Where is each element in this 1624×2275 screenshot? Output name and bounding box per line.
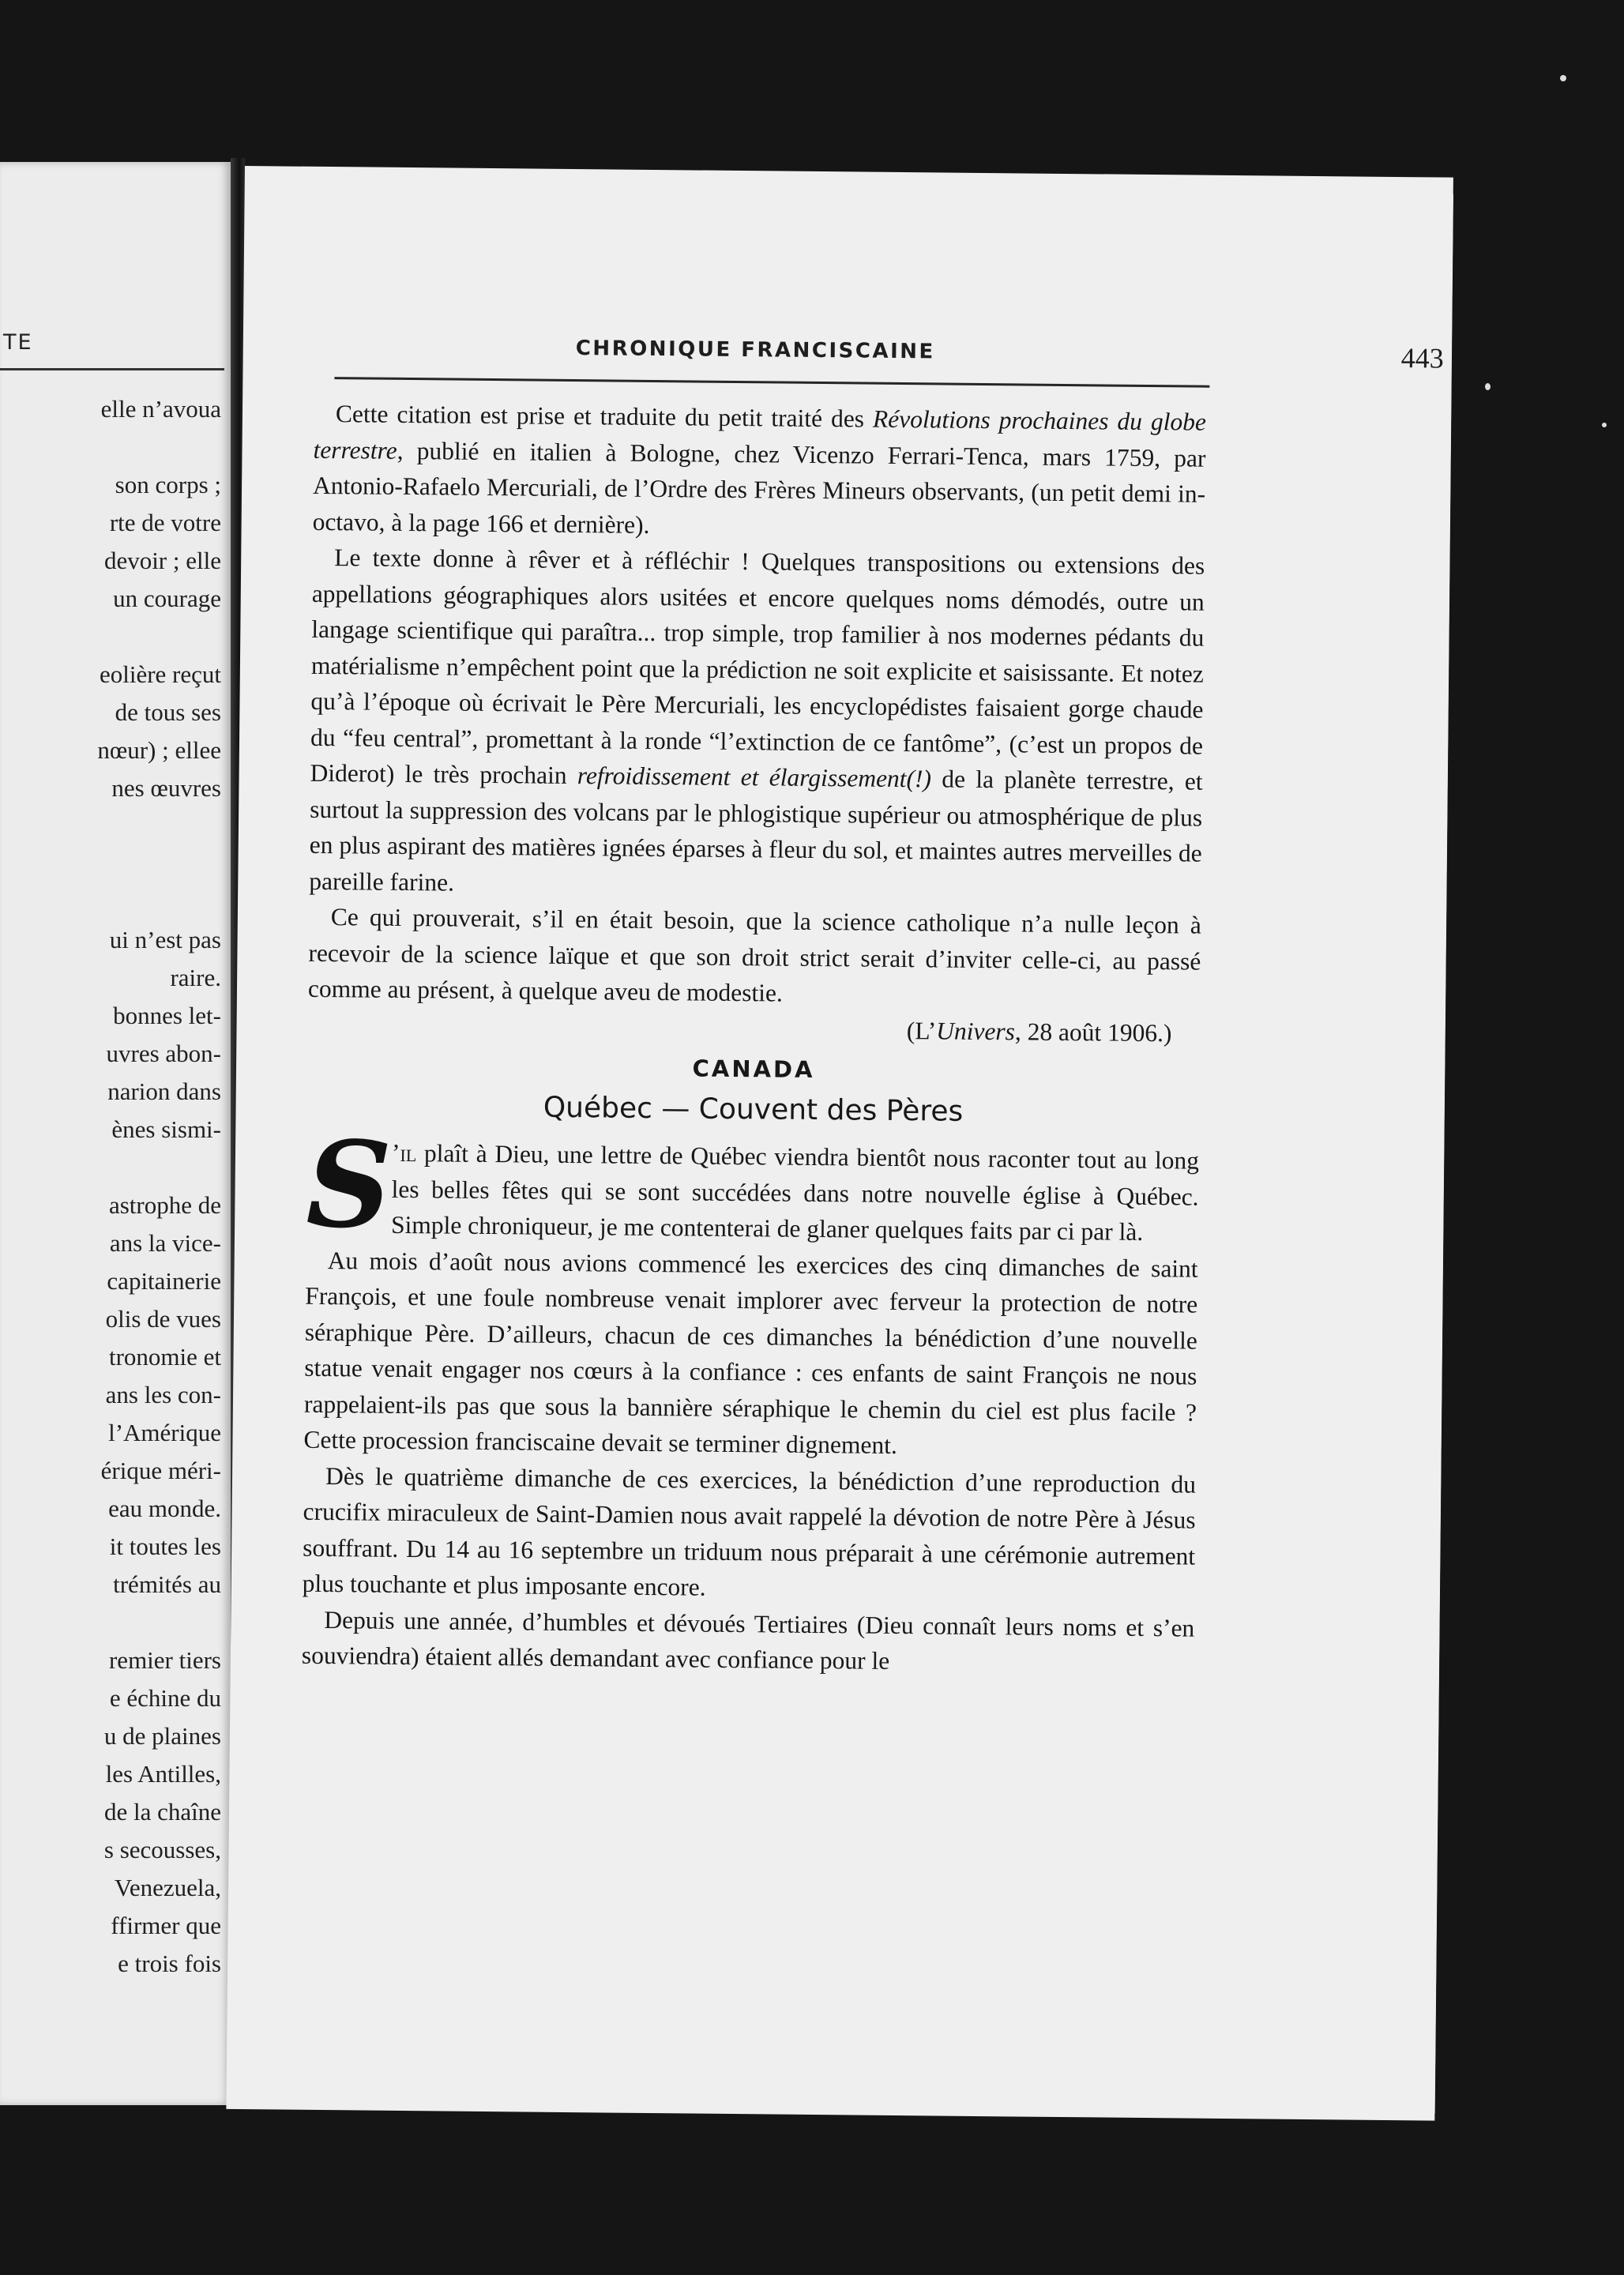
left-text-line: les Antilles, — [105, 1760, 221, 1788]
left-text-line: ènes sismi- — [111, 1115, 221, 1143]
left-running-head-fragment: TE — [3, 330, 33, 355]
left-text-line: de la chaîne — [103, 1798, 221, 1826]
left-text-line: eolière reçut — [99, 660, 221, 688]
section-title: CANADA — [692, 1055, 815, 1083]
left-text-line: ui n’est pas — [109, 926, 221, 953]
left-text-line: devoir ; elle — [103, 547, 221, 574]
left-text-line: u de plaines — [103, 1722, 221, 1750]
paragraph-conclusion: Ce qui prouverait, s’il en était besoin, que la science catholique n’a nulle leçon à recevoir de la science laïque et que son droit strict serait d’inviter celle-ci, au passé comme au présent, à quelque aveu de modestie. — [307, 903, 1201, 1007]
source-citation: (L’Univers, 28 août 1906.) — [906, 1016, 1172, 1047]
left-text-line: olis de vues — [105, 1305, 221, 1333]
left-text-line: Venezuela, — [114, 1874, 221, 1901]
left-text-line: it toutes les — [109, 1532, 221, 1560]
left-text-line: uvres abon- — [106, 1040, 221, 1067]
drop-cap: S — [305, 1115, 393, 1255]
dust-speck — [1560, 75, 1566, 81]
page-header — [334, 325, 1444, 382]
left-text-line: de tous ses — [115, 698, 221, 726]
paragraph-citation: Cette citation est prise et traduite du petit traité des Révolutions prochaines du globe terrestre, publié en italien à Bologne, chez Vicenzo Ferrari-Tenca, mars 1759, par Antonio-Rafaelo Mercuriali, de l’Ordre des Frères Mineurs observants, (un petit demi in-octavo, à la page 166 et dernière). — [312, 400, 1207, 539]
left-text-line: narion dans — [107, 1077, 221, 1105]
left-text-line: remier tiers — [108, 1646, 221, 1674]
running-head: CHRONIQUE FRANCISCAINE — [575, 337, 935, 364]
left-text-line: raire. — [170, 964, 221, 991]
left-text-line: érique méri- — [100, 1457, 221, 1484]
left-text-line: tronomie et — [108, 1343, 221, 1371]
italic-phrase: refroidissement et élargissement — [577, 761, 907, 793]
left-header-rule — [0, 368, 224, 370]
left-text-line: eau monde. — [108, 1495, 221, 1522]
dust-speck — [1485, 383, 1491, 390]
page-number: 443 — [1400, 342, 1444, 374]
right-page — [226, 166, 1453, 2121]
left-text-line: ffirmer que — [111, 1912, 221, 1939]
left-text-line: nes œuvres — [111, 774, 221, 802]
paragraph-tertiaries: Depuis une année, d’humbles et dévoués Tertiaires (Dieu connaît leurs noms et s’en souviendra) étaient allés demandant avec confiance pour le — [301, 1605, 1195, 1675]
left-text-line: nœur) ; ellee — [97, 736, 221, 764]
paragraph-intro: S ’il plaît à Dieu, une lettre de Québec viendra bientôt nous raconter tout au long les belles fêtes qui se sont succédées dans notre nouvelle église à Québec. Simple chroniqueur, je me contenterai de glaner quelques faits par ci par là. — [305, 1115, 1200, 1255]
left-page — [0, 162, 231, 2105]
left-text-line: ans la vice- — [109, 1229, 221, 1257]
italic-title: Révolutions prochaines du globe terrestre — [313, 404, 1207, 464]
left-text-line: l’Amérique — [108, 1419, 221, 1446]
dust-speck — [1602, 423, 1607, 427]
left-text-line: elle n’avoua — [100, 395, 221, 423]
paragraph-fourth-sunday: Dès le quatrième dimanche de ces exercices, la bénédiction d’une reproduction du crucifix miraculeux de Saint-Damien nous avait rappelé la dévotion de notre Père à Jésus souffrant. Du 14 au 16 septembre un triduum nous préparait à une cérémonie autrement plus touchante et plus imposante encore. — [302, 1461, 1197, 1601]
left-text-line: capitainerie — [107, 1267, 221, 1295]
paragraph-august: Au mois d’août nous avions commencé les exercices des cinq dimanches de saint François, et une foule nombreuse venait implorer avec ferveur la protection de notre séraphique Père. D’ailleurs, chacun de ces dimanches la bénédiction d’une nouvelle statue venait engager nos cœurs à la confiance : ces enfants de saint François ne nous rappelaient-ils pas que sous la bannière séraphique le chemin du ciel est plus facile ? Cette procession franciscaine devait se terminer dignement. — [303, 1246, 1198, 1460]
paragraph-commentary: Le texte donne à rêver et à réfléchir ! Quelques transpositions ou extensions des appellations géographiques alors usitées et encore quelques noms démodés, outre un langage scientifique qui paraîtra... trop simple, trop familier à nos modernes pédants du matérialisme n’empêchent point que la prédiction ne soit explicite et saisissante. Et notez qu’à l’époque où écrivait le Père Mercuriali, les encyclopédistes faisaient gorge chaude du “feu central”, promettant à la ronde “l’extinction de ce fantôme”, (c’est un propos de Diderot) le très prochain refroidissement et élargissement(!) de la planète terrestre, et surtout la suppression des volcans par le phlogistique supérieur ou atmosphérique de plus en plus aspirant des matières ignées éparses à fleur du sol, et maintes autres merveilles de pareille farine. — [309, 543, 1205, 897]
left-text-line: trémités au — [113, 1570, 221, 1598]
left-text-line: bonnes let- — [113, 1002, 221, 1029]
left-text-line: un courage — [113, 585, 221, 612]
left-text-line: e échine du — [109, 1684, 221, 1712]
left-text-line: ans les con- — [105, 1381, 221, 1408]
section-subtitle: Québec — Couvent des Pères — [543, 1091, 964, 1128]
left-text-line: rte de votre — [109, 509, 221, 536]
left-text-line: astrophe de — [108, 1191, 221, 1219]
left-text-line: e trois fois — [118, 1950, 221, 1977]
article-body — [302, 396, 1206, 1682]
left-text-line: son corps ; — [115, 471, 221, 498]
left-text-line: s secousses, — [103, 1836, 221, 1863]
